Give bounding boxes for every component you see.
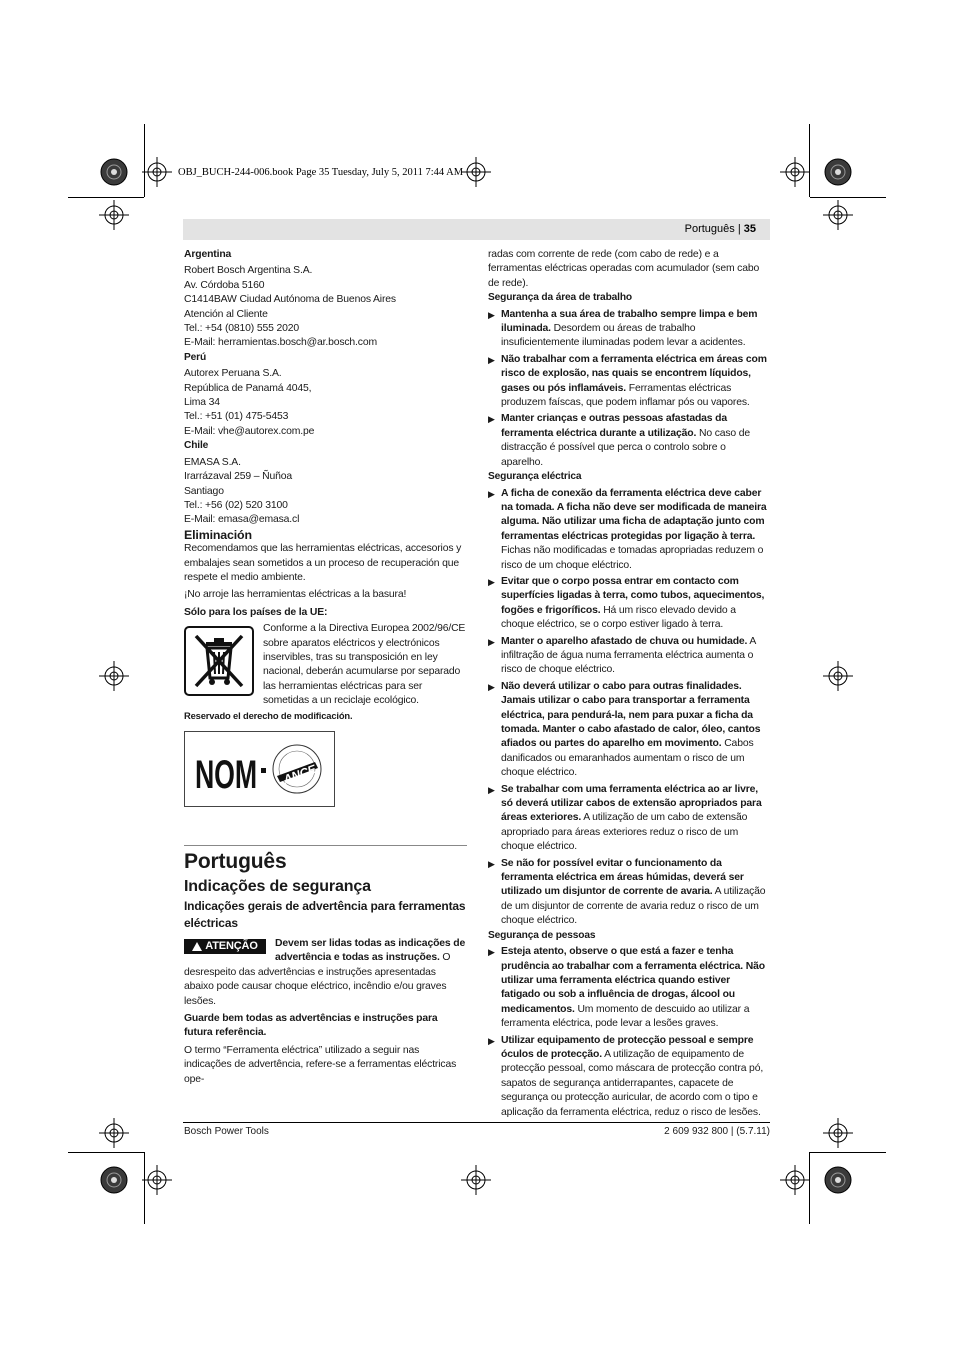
electrical-safety-list xyxy=(488,487,770,929)
safety-heading: Indicações de segurança xyxy=(184,878,371,895)
warning-bold-text: Devem ser lidas todas as indicações de advertência e todas as instruções. xyxy=(275,938,466,964)
registration-mark xyxy=(780,1165,810,1195)
bullet-arrow-icon: ▶ xyxy=(488,681,495,692)
attention-badge xyxy=(184,939,266,954)
color-bar-mark-top-left xyxy=(101,159,127,185)
attention-label: ATENÇÃO xyxy=(205,940,258,952)
item-bold: Manter o aparelho afastado de chuva ou humidade. xyxy=(501,635,748,647)
address-line: Av. Córdoba 5160 xyxy=(184,279,265,291)
list-item xyxy=(488,353,770,411)
address-line: República de Panamá 4045, xyxy=(184,382,312,394)
footer-rule xyxy=(183,1122,770,1123)
item-bold: Evitar que o corpo possa entrar em contacto com superfícies ligadas à terra, como tubos, aquecimentos, fogões e frigoríficos. xyxy=(501,575,765,616)
item-text: Desordem ou áreas de trabalho insuficientemente iluminadas podem levar a acidentes. xyxy=(501,323,746,349)
work-area-safety-heading: Segurança da área de trabalho xyxy=(488,292,632,304)
item-bold: Mantenha a sua área de trabalho sempre limpa e bem iluminada. xyxy=(501,308,758,335)
warning-text: O desrespeito das advertências e instruções apresentadas abaixo pode causar choque eléctrico, incêndio e/ou graves lesões. xyxy=(184,952,451,1007)
item-bold: Não trabalhar com a ferramenta eléctrica em áreas com risco de explosão, nas quais se encontrem líquidos, gases ou pós inflamáveis. xyxy=(501,353,767,394)
personal-safety-list xyxy=(488,945,770,1120)
item-bold: A ficha de conexão da ferramenta eléctrica deve caber na tomada. A ficha não deve ser modificada de maneira alguma. Não utilizar uma ficha de adaptação junto com ferramentas eléctricas protegidas por ligação à terra. xyxy=(501,487,767,542)
header-section: Português xyxy=(684,223,735,235)
item-text: Fichas não modificadas e tomadas apropriadas reduzem o risco de um choque eléctrico. xyxy=(501,545,764,571)
crossed-out-bin-icon xyxy=(184,626,254,696)
list-item xyxy=(488,783,770,855)
registration-mark xyxy=(99,661,129,691)
registration-mark xyxy=(823,661,853,691)
registration-mark xyxy=(461,1165,491,1195)
list-item xyxy=(488,308,770,351)
registration-mark xyxy=(142,1165,172,1195)
item-text: A utilização de um disjuntor de corrente de avaria reduz o risco de um choque eléctrico. xyxy=(501,886,766,927)
registration-mark xyxy=(823,200,853,230)
bullet-arrow-icon: ▶ xyxy=(488,414,495,425)
address-line: C1414BAW Ciudad Autónoma de Buenos Aires xyxy=(184,294,396,306)
item-text: No caso de distracção é possível que perca o controlo sobre o aparelho. xyxy=(501,427,751,468)
color-bar-mark-top-right xyxy=(825,159,851,185)
address-peru xyxy=(184,367,467,439)
country-heading-chile: Chile xyxy=(184,440,209,452)
bullet-arrow-icon: ▶ xyxy=(488,636,495,647)
disposal-paragraph: Recomendamos que las herramientas eléctricas, accesorios y embalajes sean sometidos a un proceso de recuperación que respete el medio ambiente. xyxy=(184,543,462,583)
header-separator: | xyxy=(737,223,741,235)
country-heading-argentina: Argentina xyxy=(184,249,232,260)
item-bold: Utilizar equipamento de protecção pessoal e sempre óculos de protecção. xyxy=(501,1034,754,1060)
right-column xyxy=(488,248,770,1120)
weee-block xyxy=(184,622,467,708)
disposal-heading: Eliminación xyxy=(184,527,252,542)
section-rule xyxy=(184,845,467,846)
item-text: A utilização de equipamento de protecção pessoal, como máscara de protecção contra pó, sapatos de segurança antiderrapantes, capacete de segurança ou protecção auricular, de acordo com o tipo e aplicação da ferramenta eléctrica, reduz o risco de lesões. xyxy=(501,1048,764,1118)
nom-mark: NOM xyxy=(195,753,257,797)
registration-mark xyxy=(99,1118,129,1148)
term-definition-text: O termo “Ferramenta eléctrica” utilizado a seguir nas indicações de advertência, refere-se a ferramentas eléctricas ope- xyxy=(184,1044,457,1085)
rights-reserved: Reservado el derecho de modificación. xyxy=(184,709,353,721)
footer-doc-number: 2 609 932 800 | (5.7.11) xyxy=(664,1126,770,1137)
language-title: Português xyxy=(184,850,287,873)
ance-mark: ANCE xyxy=(281,761,318,787)
bullet-arrow-icon: ▶ xyxy=(488,488,495,499)
bullet-arrow-icon: ▶ xyxy=(488,784,495,795)
address-line: Atención al Cliente xyxy=(184,308,268,320)
list-item xyxy=(488,857,770,929)
bullet-arrow-icon: ▶ xyxy=(488,309,495,320)
bullet-arrow-icon: ▶ xyxy=(488,354,495,365)
item-bold: Se não for possível evitar o funcionamento da ferramenta eléctrica em áreas húmidas, deverá ser utilizado um disjuntor de corrente de avaria. xyxy=(501,857,744,898)
personal-safety-heading: Segurança de pessoas xyxy=(488,929,596,941)
electrical-safety-heading: Segurança eléctrica xyxy=(488,471,582,483)
item-text: Há um risco elevado devido a choque eléctrico, se o corpo estiver ligado à terra. xyxy=(501,604,736,631)
eu-only-label: Sólo para los países de la UE: xyxy=(184,606,328,618)
registration-mark xyxy=(823,1118,853,1148)
address-email: E-Mail: vhe@autorex.com.pe xyxy=(184,425,315,437)
bullet-arrow-icon: ▶ xyxy=(488,947,495,958)
list-item xyxy=(488,1034,770,1120)
item-text: Cabos danificados ou emaranhados aumentam o risco de um choque eléctrico. xyxy=(501,738,754,779)
address-phone: Tel.: +51 (01) 475-5453 xyxy=(184,411,289,423)
item-text: A infiltração de água numa ferramenta eléctrica aumenta o risco de choque eléctrico. xyxy=(501,635,756,676)
address-line: Autorex Peruana S.A. xyxy=(184,368,282,380)
left-column xyxy=(184,248,467,1087)
print-slug: OBJ_BUCH-244-006.book Page 35 Tuesday, July 5, 2011 7:44 AM xyxy=(178,167,464,178)
running-header xyxy=(183,219,770,240)
warning-notice xyxy=(184,937,467,1009)
bullet-arrow-icon: ▶ xyxy=(488,576,495,587)
bullet-arrow-icon: ▶ xyxy=(488,858,495,869)
color-bar-mark-bottom-left xyxy=(101,1167,127,1193)
address-email: E-Mail: emasa@emasa.cl xyxy=(184,514,300,526)
address-phone: Tel.: +56 (02) 520 3100 xyxy=(184,499,288,511)
warning-triangle-icon xyxy=(192,942,202,951)
country-heading-peru: Perú xyxy=(184,351,207,363)
item-bold: Se trabalhar com uma ferramenta eléctrica ao ar livre, só deverá utilizar cabos de extensão apropriados para áreas exteriores. xyxy=(501,783,762,824)
address-line: Lima 34 xyxy=(184,397,220,409)
bullet-arrow-icon: ▶ xyxy=(488,1035,495,1046)
item-text: A utilização de um cabo de extensão apropriado para áreas exteriores reduz o risco de um choque eléctrico. xyxy=(501,812,748,853)
address-line: Santiago xyxy=(184,485,224,497)
registration-mark xyxy=(142,157,172,187)
color-bar-mark-bottom-right xyxy=(825,1167,851,1193)
list-item xyxy=(488,635,770,678)
address-email: E-Mail: herramientas.bosch@ar.bosch.com xyxy=(184,337,377,349)
item-bold: Manter crianças e outras pessoas afastadas da ferramenta eléctrica durante a utilização. xyxy=(501,413,727,439)
work-area-list xyxy=(488,308,770,470)
term-definition-continued: radas com corrente de rede (com cabo de rede) e a ferramentas eléctricas operadas com acumulador (sem cabo de rede). xyxy=(488,249,760,289)
registration-mark xyxy=(461,157,491,187)
list-item xyxy=(488,412,770,470)
address-line: EMASA S.A. xyxy=(184,456,241,468)
registration-mark xyxy=(780,157,810,187)
disposal-warning: ¡No arroje las herramientas eléctricas a la basura! xyxy=(184,589,407,601)
footer-brand: Bosch Power Tools xyxy=(184,1126,269,1137)
item-bold: Não deverá utilizar o cabo para outras finalidades. Jamais utilizar o cabo para transportar a ferramenta eléctrica, para pendurá-la, nem para puxar a ficha da tomada. Manter o cabo afastado de calor, óleo, cantos afiados ou partes do aparelho em movimento. xyxy=(501,680,761,750)
list-item xyxy=(488,487,770,573)
weee-directive-text: Conforme a la Directiva Europea 2002/96/CE sobre aparatos eléctricos y electrónicos inservibles, tras su transposición en ley nacional, deberán acumularse por separado las herramientas eléctricas para ser sometidas a un reciclaje ecológico. xyxy=(263,623,466,707)
list-item xyxy=(488,575,770,633)
list-item xyxy=(488,680,770,781)
item-text: Um momento de descuido ao utilizar a ferramenta eléctrica, pode levar a lesões graves. xyxy=(501,1003,750,1030)
list-item xyxy=(488,945,770,1031)
general-warnings-heading: Indicações gerais de advertência para ferramentas eléctricas xyxy=(184,899,466,930)
address-chile xyxy=(184,456,467,528)
keep-instructions-text: Guarde bem todas as advertências e instruções para futura referência. xyxy=(184,1013,438,1039)
page-number: 35 xyxy=(743,223,756,235)
item-bold: Esteja atento, observe o que está a fazer e tenha prudência ao trabalhar com a ferramenta eléctrica. Não utilizar uma ferramenta eléctrica quando estiver fatigado ou sob a influência de drogas, álcool ou medicamentos. xyxy=(501,946,765,1015)
nom-ance-certification-logo xyxy=(184,731,335,807)
item-text: Ferramentas eléctricas produzem faíscas, que podem inflamar pós ou vapores. xyxy=(501,382,750,409)
address-line: Irarrázaval 259 – Ñuñoa xyxy=(184,471,293,483)
registration-mark xyxy=(99,200,129,230)
address-phone: Tel.: +54 (0810) 555 2020 xyxy=(184,323,299,335)
address-line: Robert Bosch Argentina S.A. xyxy=(184,265,313,277)
address-argentina xyxy=(184,264,467,350)
